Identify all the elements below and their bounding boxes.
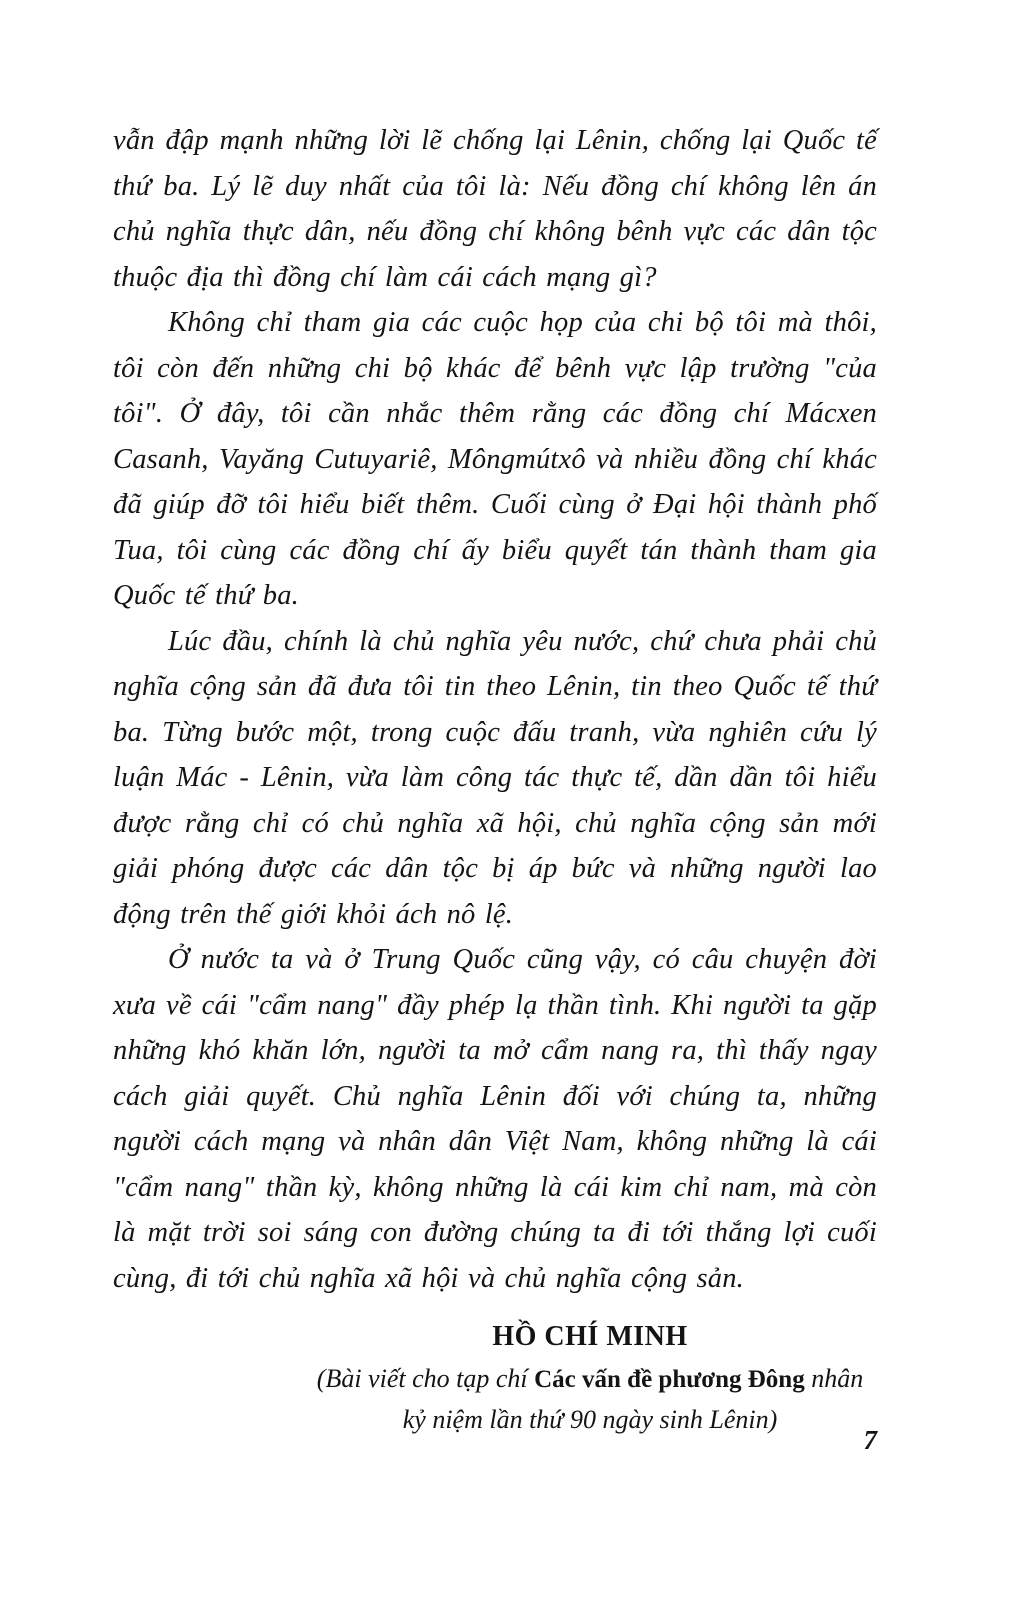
citation-journal-title: Các vấn đề phương Đông [534, 1366, 805, 1393]
author-signature: HỒ CHÍ MINH [492, 1321, 688, 1352]
citation-prefix: (Bài viết cho tạp chí [316, 1364, 535, 1393]
paragraph: Không chỉ tham gia các cuộc họp của chi bộ tôi mà thôi, tôi còn đến những chi bộ khác để bênh vực lập trường "của tôi". Ở đây, tôi cần nhắc thêm rằng các đồng chí Mácxen Casanh, Vayăng Cutuyariê, Môngmútxô và nhiều đồng chí khác đã giúp đỡ tôi hiểu biết thêm. Cuối cùng ở Đại hội thành phố Tua, tôi cùng các đồng chí ấy biểu quyết tán thành tham gia Quốc tế thứ ba. [113, 307, 877, 611]
citation-suffix: nhân kỷ niệm lần thứ 90 ngày sinh Lênin) [402, 1364, 864, 1434]
citation [303, 1359, 877, 1440]
signature-block [113, 1315, 877, 1440]
paragraph-continuation: vẫn đập mạnh những lời lẽ chống lại Lênin, chống lại Quốc tế thứ ba. Lý lẽ duy nhất của tôi là: Nếu đồng chí không lên án chủ nghĩa thực dân, nếu đồng chí không bênh vực các dân tộc thuộc địa thì đồng chí làm cái cách mạng gì? [113, 125, 877, 293]
paragraph: Lúc đầu, chính là chủ nghĩa yêu nước, chứ chưa phải chủ nghĩa cộng sản đã đưa tôi tin theo Lênin, tin theo Quốc tế thứ ba. Từng bước một, trong cuộc đấu tranh, vừa nghiên cứu lý luận Mác - Lênin, vừa làm công tác thực tế, dần dần tôi hiểu được rằng chỉ có chủ nghĩa xã hội, chủ nghĩa cộng sản mới giải phóng được các dân tộc bị áp bức và những người lao động trên thế giới khỏi ách nô lệ. [113, 625, 877, 930]
paragraph: Ở nước ta và ở Trung Quốc cũng vậy, có câu chuyện đời xưa về cái "cẩm nang" đầy phép lạ thần tình. Khi người ta gặp những khó khăn lớn, người ta mở cẩm nang ra, thì thấy ngay cách giải quyết. Chủ nghĩa Lênin đối với chúng ta, những người cách mạng và nhân dân Việt Nam, không những là cái "cẩm nang" thần kỳ, không những là cái kim chỉ nam, mà còn là mặt trời soi sáng con đường chúng ta đi tới thắng lợi cuối cùng, đi tới chủ nghĩa xã hội và chủ nghĩa cộng sản. [113, 944, 877, 1294]
body-text [113, 118, 877, 1301]
page-number: 7 [863, 1425, 877, 1455]
